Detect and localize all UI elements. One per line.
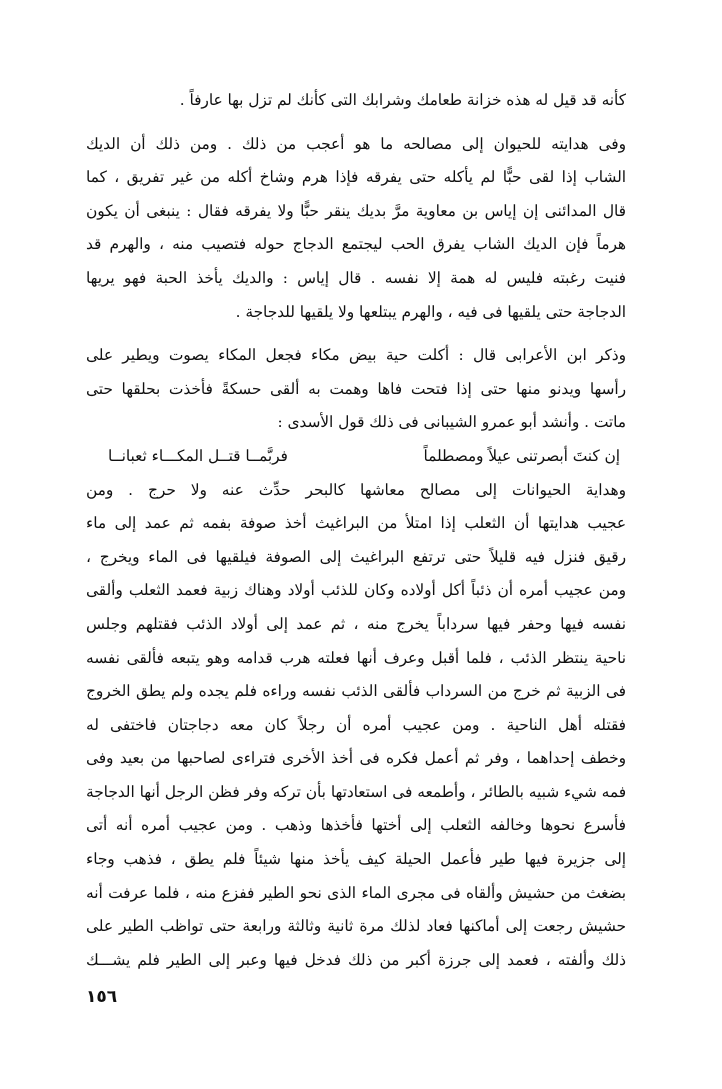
body-text: [86, 84, 626, 977]
text-line: ماتت . وأنشد أبو عمرو الشيبانى فى ذلك قول الأسدى :: [277, 413, 626, 432]
text-line: ومن عجيب أمره أن ذئباً أكل أولاده وكان للذئب أولاد وهناك زبية فعمد الثعلب وألقى: [86, 581, 626, 600]
text-line: فقتله أهل الناحية . ومن عجيب أمره أن رجلاً كان معه دجاجتان فاختفى له: [86, 715, 626, 734]
page-number: ١٥٦: [86, 987, 118, 1007]
paragraph: [86, 474, 626, 978]
text-line: بضغث من حشيش وألقاه فى مجرى الماء الذى نحو الطير ففزع منه ، فلما عرفت أنه: [86, 883, 626, 902]
text-line: الدجاجة حتى يلقيها فى فيه ، والهرم يبتلعها ولا يلقيها للدجاجة .: [235, 302, 626, 321]
text-line: فى الزبية ثم خرج من السرداب فألقى الذئب نفسه وراءه فلم يجده ولم يطق الخروج: [86, 682, 626, 701]
paragraph: [86, 128, 626, 330]
text-line: فمه شيء شبيه بالطائر ، وأطمعه فى استعادتها بأن تركه وفر فظن الرجل أنها الدجاجة: [86, 782, 626, 801]
text-line: وذكر ابن الأعرابى قال : أكلت حية بيض مكاء فجعل المكاء يصوت ويطير على: [86, 346, 626, 365]
poetry-verse: [86, 440, 626, 474]
text-line: ناحية ينتظر الذئب ، فلما أقبل وعرف أنها فعلته هرب قدامه وهو يتبعه فألقى نفسه: [86, 648, 626, 667]
text-line: وهداية الحيوانات إلى مصالح معاشها كالبحر حدِّث عنه ولا حرج . ومن: [86, 480, 626, 499]
text-line: كأنه قد قيل له هذه خزانة طعامك وشرابك التى كأنك لم تزل بها عارفاً .: [179, 91, 626, 109]
text-line: حشيش رجعت إلى أماكنها فعاد لذلك مرة ثانية وثالثة ورابعة حتى تواظب الطير على: [86, 917, 626, 936]
paragraph: [86, 339, 626, 440]
text-line: رأسها ويدنو منها حتى إذا فتحت فاها وهمت به ألقى حسكةً فأخذت بحلقها حتى: [86, 379, 626, 398]
text-line: إلى جزيرة فيها طير فأعمل الحيلة كيف يأخذ منها شيئاً فلم يطق ، فذهب وجاء: [86, 850, 626, 869]
text-line: نفسه فيها وحفر فيها سرداباً يخرج منه ، ثم عمد إلى أولاد الذئب فقتلهم وجلس: [86, 614, 626, 633]
text-line: الشاب إذا لقى حبًّا لم يأكله حتى يفرقه فإذا هرم وشاخ أكله من غير تفريق ، كما: [86, 168, 626, 187]
text-line: ذلك وألفته ، فعمد إلى جرزة أكبر من ذلك فدخل فيها وعبر إلى الطير فلم يشـــك: [86, 950, 626, 969]
text-line: وفى هدايته للحيوان إلى مصالحه ما هو أعجب من ذلك . ومن ذلك أن الديك: [86, 134, 626, 153]
text-line: فأسرع نحوها وخالفه الثعلب إلى أختها فأخذها وذهب . ومن عجيب أمره أنه أتى: [86, 816, 626, 835]
text-line: قال المدائنى إن إياس بن معاوية مرَّ بديك ينقر حبًّا ولا يفرقه فقال : ينبغى أن يكون: [86, 201, 626, 220]
verse-first-hemistich: إن كنتَ أبصرتنى عيلاً ومصطلماً: [423, 446, 620, 465]
text-line: عجيب هدايتها أن الثعلب إذا امتلأ من البراغيث أخذ صوفة بفمه ثم عمد إلى ماء: [86, 514, 626, 533]
verse-second-hemistich: فربَّمــا قتــل المكـــاء ثعبانــا: [108, 446, 288, 465]
paragraph: [86, 84, 626, 118]
text-line: وخطف إحداهما ، وفر ثم أعمل فكره فى أخذ الأخرى فتراءى لصاحبها من بعيد وفى: [86, 749, 626, 768]
text-line: هرماً فإن الديك الشاب يفرق الحب ليجتمع الدجاج حوله فتصيب منه ، والهرم قد: [86, 235, 626, 254]
text-line: رقيق فنزل فيه قليلاً حتى ترتفع البراغيث إلى الصوفة فيلقيها فى الماء ويخرج ،: [86, 547, 626, 566]
text-line: فنيت رغبته فليس له همة إلا نفسه . قال إياس : والديك يأخذ الحبة فهو يريها: [86, 268, 626, 287]
